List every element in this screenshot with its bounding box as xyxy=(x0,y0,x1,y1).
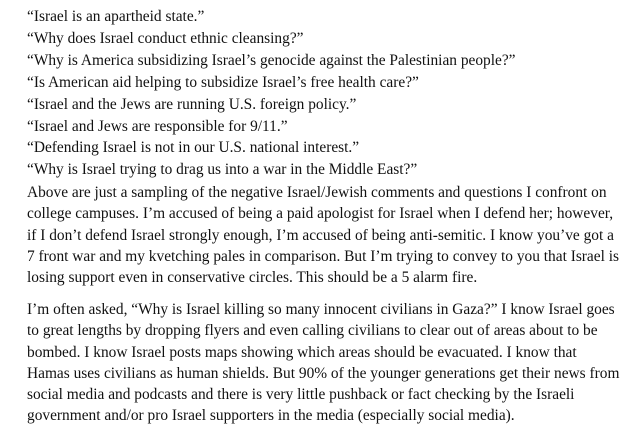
paragraph-line: losing support even in conservative circles. This should be a 5 alarm fire. xyxy=(27,269,478,287)
quote-line: “Why is America subsidizing Israel’s genocide against the Palestinian people?” xyxy=(27,51,516,69)
paragraph-gaza-question xyxy=(27,299,620,427)
paragraph-campus-comments xyxy=(27,182,619,288)
paragraph-line: bombed. I know Israel posts maps showing which areas should be evacuated. I know that xyxy=(27,343,577,361)
paragraph-line: to great lengths by dropping flyers and even calling civilians to clear out of areas about to be xyxy=(27,322,598,340)
quote-list xyxy=(27,6,617,181)
paragraph-line: if I don’t defend Israel strongly enough, I’m accused of being anti-semitic. I know you’ve got a xyxy=(27,226,614,244)
paragraph-line: I’m often asked, “Why is Israel killing so many innocent civilians in Gaza?” I know Israel goes xyxy=(27,301,615,318)
quote-line: “Why does Israel conduct ethnic cleansing?” xyxy=(27,29,304,47)
quote-line: “Israel and Jews are responsible for 9/11.” xyxy=(27,117,288,135)
paragraph-line: government and/or pro Israel supporters in the media (especially social media). xyxy=(27,407,515,425)
paragraph-line: 7 front war and my kvetching pales in comparison. But I’m trying to convey to you that Israel is xyxy=(27,247,619,265)
paragraph-line: college campuses. I’m accused of being a paid apologist for Israel when I defend her; however, xyxy=(27,205,614,223)
quote-line: “Is American aid helping to subsidize Israel’s free health care?” xyxy=(27,73,419,91)
quote-line: “Why is Israel trying to drag us into a war in the Middle East?” xyxy=(27,161,418,179)
quote-line: “Israel and the Jews are running U.S. foreign policy.” xyxy=(27,95,357,113)
quote-line: “Israel is an apartheid state.” xyxy=(27,8,205,25)
paragraph-line: social media and podcasts and there is very little pushback or fact checking by the Israeli xyxy=(27,386,575,404)
quote-line: “Defending Israel is not in our U.S. national interest.” xyxy=(27,139,360,157)
paragraph-line: Above are just a sampling of the negative Israel/Jewish comments and questions I confront on xyxy=(27,184,607,201)
paragraph-line: Hamas uses civilians as human shields. But 90% of the younger generations get their news from xyxy=(27,364,620,382)
